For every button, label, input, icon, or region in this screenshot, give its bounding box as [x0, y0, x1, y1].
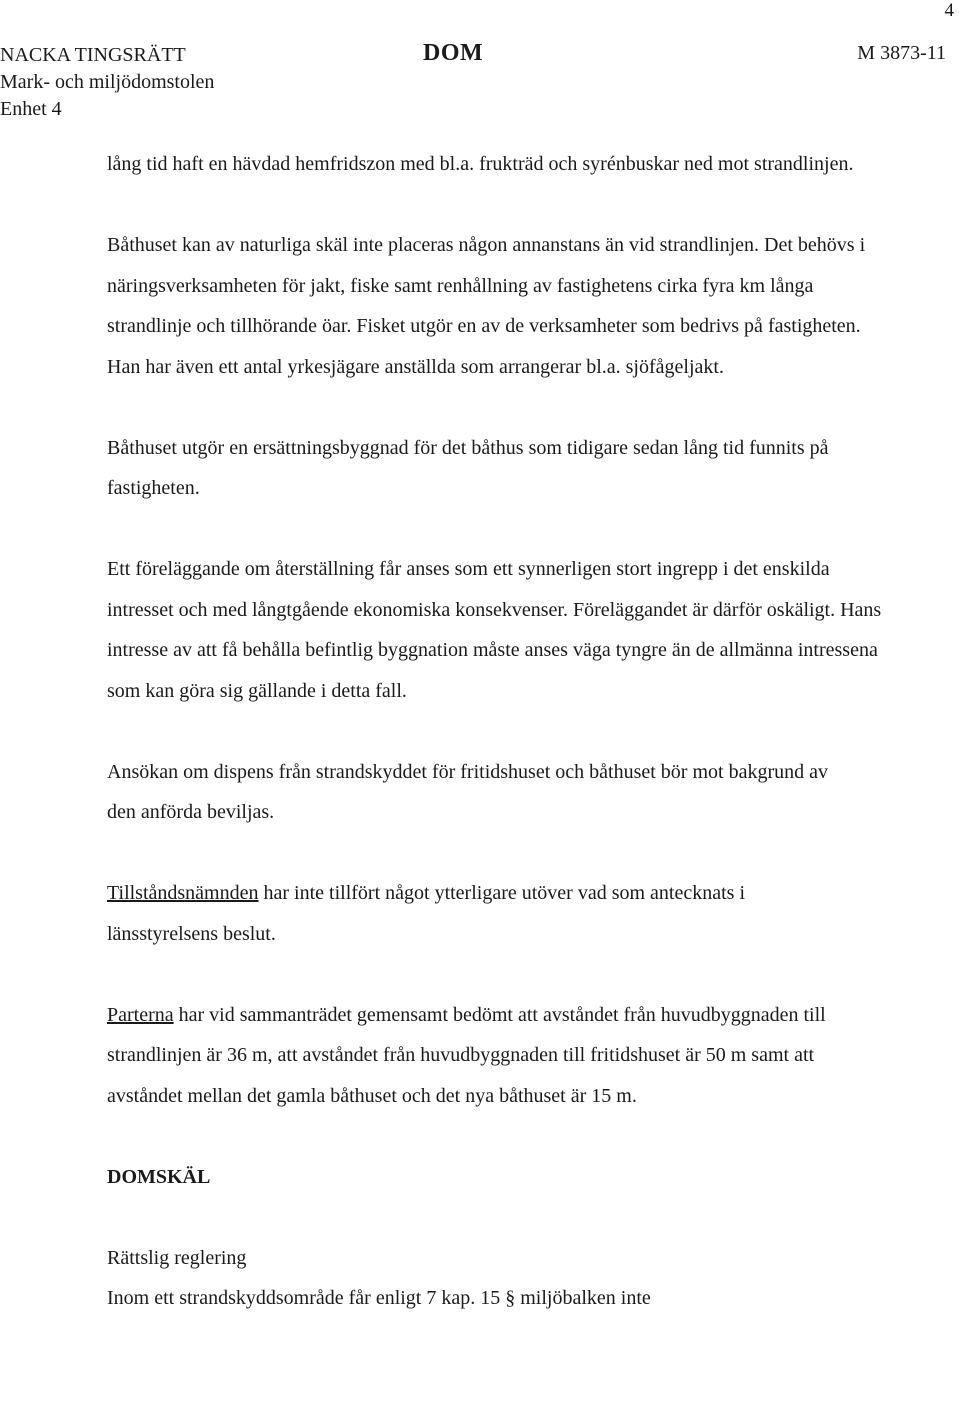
paragraph-forelaggande: Ett föreläggande om återställning får anses som ett synnerligen stort ingrepp i det enskilda intresset och med långtgående ekonomiska konsekvenser. Föreläggandet är därför oskäligt. Hans intresse av att få behålla befintlig byggnation måste anses väga tyngre än de allmänna intressena som kan göra sig gällande i detta fall. — [107, 558, 882, 702]
paragraph-tillstandsnamnden — [107, 873, 842, 954]
court-division: Mark- och miljödomstolen — [0, 71, 215, 93]
court-header — [0, 42, 214, 123]
subheading-rattslig-reglering: Rättslig reglering — [107, 1246, 247, 1269]
paragraph-parterna — [107, 995, 837, 1117]
paragraph-tillstandsnamnden-text: har inte tillfört något ytterligare utöver vad som antecknats i länsstyrelsens beslut. — [107, 882, 746, 945]
section-heading-domskal: DOMSKÄL — [107, 1165, 211, 1188]
case-number: M 3873-11 — [857, 42, 946, 64]
court-name: NACKA TINGSRÄTT — [0, 44, 186, 66]
court-unit: Enhet 4 — [0, 98, 62, 120]
party-parterna: Parterna — [107, 1003, 174, 1026]
paragraph-bathuset-placering: Båthuset kan av naturliga skäl inte placeras någon annanstans än vid strandlinjen. Det behövs i näringsverksamheten för jakt, fiske samt renhållning av fastighetens cirka fyra km långa strandlinje och tillhörande öar. Fisket utgör en av de verksamheter som bedrivs på fastigheten. Han har även ett antal yrkesjägare anställda som arrangerar bl.a. sjöfågeljakt. — [107, 234, 866, 378]
paragraph-ersattningsbyggnad: Båthuset utgör en ersättningsbyggnad för det båthus som tidigare sedan lång tid funnits på fastigheten. — [107, 436, 829, 499]
document-type: DOM — [423, 40, 484, 66]
paragraph-parterna-text: har vid sammanträdet gemensamt bedömt att avståndet från huvudbyggnaden till strandlinjen är 36 m, att avståndet från huvudbyggnaden till fritidshuset är 50 m samt att avståndet mellan det gamla båthuset och det nya båthuset är 15 m. — [107, 1003, 826, 1107]
page-number: 4 — [944, 0, 954, 21]
paragraph-strandskyddsomrade: Inom ett strandskyddsområde får enligt 7 kap. 15 § miljöbalken inte — [107, 1287, 651, 1309]
document-body — [107, 144, 907, 1319]
paragraph-ansokan-dispens: Ansökan om dispens från strandskyddet för fritidshuset och båthuset bör mot bakgrund av den anförda beviljas. — [107, 760, 828, 823]
paragraph-hemfridszon: lång tid haft en hävdad hemfridszon med bl.a. frukträd och syrénbuskar ned mot strandlinjen. — [107, 153, 854, 175]
party-tillstandsnamnden: Tillståndsnämnden — [107, 882, 259, 904]
